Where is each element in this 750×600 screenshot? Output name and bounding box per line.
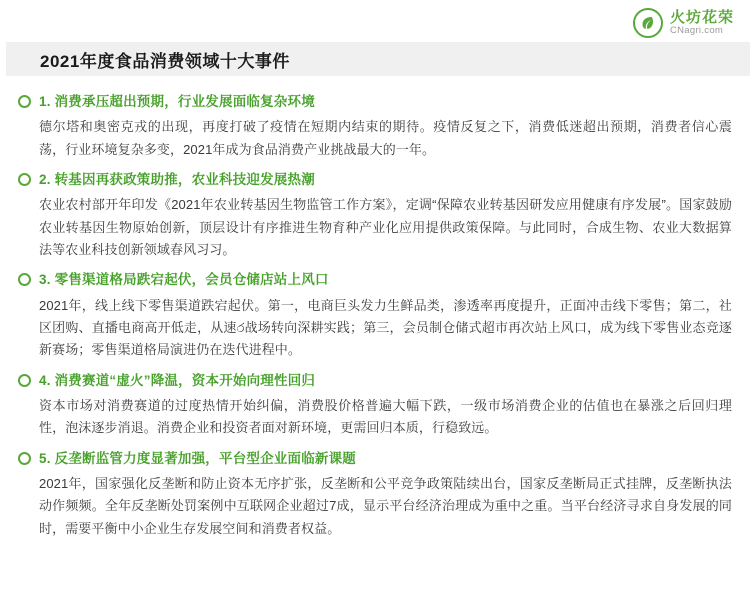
brand-logo	[633, 8, 734, 38]
list-item-body: 农业农村部开年印发《2021年农业转基因生物监管工作方案》，定调“保障农业转基因研发应用健康有序发展”。国家鼓励农业转基因生物原始创新，顶层设计有序推进生物育种产业化应用提供政策保障。与此同时，合成生物、农业大数据算法等农业科技创新领域春风习习。	[39, 197, 732, 257]
list-item-body: 德尔塔和奥密克戎的出现，再度打破了疫情在短期内结束的期待。疫情反复之下，消费低迷超出预期，消费者信心震荡，行业环境复杂多变，2021年成为食品消费产业挑战最大的一年。	[39, 119, 732, 157]
brand-text	[670, 10, 734, 36]
circle-bullet-icon	[18, 173, 31, 186]
circle-bullet-icon	[18, 95, 31, 108]
circle-bullet-icon	[18, 273, 31, 286]
brand-name: 火坊花荣	[669, 9, 734, 27]
list-item-head	[18, 270, 732, 290]
list-item-title: 5. 反垄断监管力度显著加强，平台型企业面临新课题	[39, 450, 357, 466]
list-item-title: 1. 消费承压超出预期，行业发展面临复杂环境	[39, 94, 315, 109]
list-item-head	[18, 371, 732, 391]
circle-bullet-icon	[18, 374, 31, 387]
list-item-head	[18, 92, 732, 112]
list-item	[18, 371, 732, 440]
list-item-body: 资本市场对消费赛道的过度热情开始纠偏，消费股价格普遍大幅下跌，一级市场消费企业的估值也在暴涨之后回归理性，泡沫逐步消退。消费企业和投资者面对新环境，更需回归本质，行稳致远。	[39, 397, 732, 436]
leaf-circle-icon	[633, 8, 663, 38]
list-item-title: 4. 消费赛道“虚火”降温，资本开始向理性回归	[39, 372, 316, 388]
list-item-body: 2021年，线上线下零售渠道跌宕起伏。第一，电商巨头发力生鲜品类，渗透率再度提升，正面冲击线下零售；第二，社区团购、直播电商高开低走，从速෮战场转向深耕实践；第三，会员制仓储式超市再次站上风口，成为线下零售业态竞逐新赛场；零售渠道格局演进仍在迭代进程中。	[39, 297, 732, 358]
page-title: 2021年度食品消费领域十大事件	[40, 51, 290, 71]
list-item-head	[18, 449, 732, 469]
list-item	[18, 270, 732, 361]
event-list	[0, 92, 750, 549]
list-item	[18, 449, 732, 540]
circle-bullet-icon	[18, 452, 31, 465]
list-item-title: 3. 零售渠道格局跌宕起伏，会员仓储店站上风口	[39, 272, 329, 288]
list-item	[18, 92, 732, 161]
list-item-head	[18, 170, 732, 190]
list-item-title: 2. 转基因再获政策助推，农业科技迎发展热潮	[39, 171, 315, 187]
brand-domain: CNagri.com	[669, 24, 724, 36]
list-item-body: 2021年，国家强化反垄断和防止资本无序扩张，反垄断和公平竞争政策陆续出台，国家反垄断局正式挂牌，反垄断执法动作频频。全年反垄断处罚案例中互联网企业超过7成，显示平台经济治理成为重中之重。当平台经济寻求自身发展的同时，需要平衡中小企业生存发展空间和消费者权益。	[39, 475, 732, 536]
list-item	[18, 170, 732, 261]
title-band	[0, 42, 750, 76]
